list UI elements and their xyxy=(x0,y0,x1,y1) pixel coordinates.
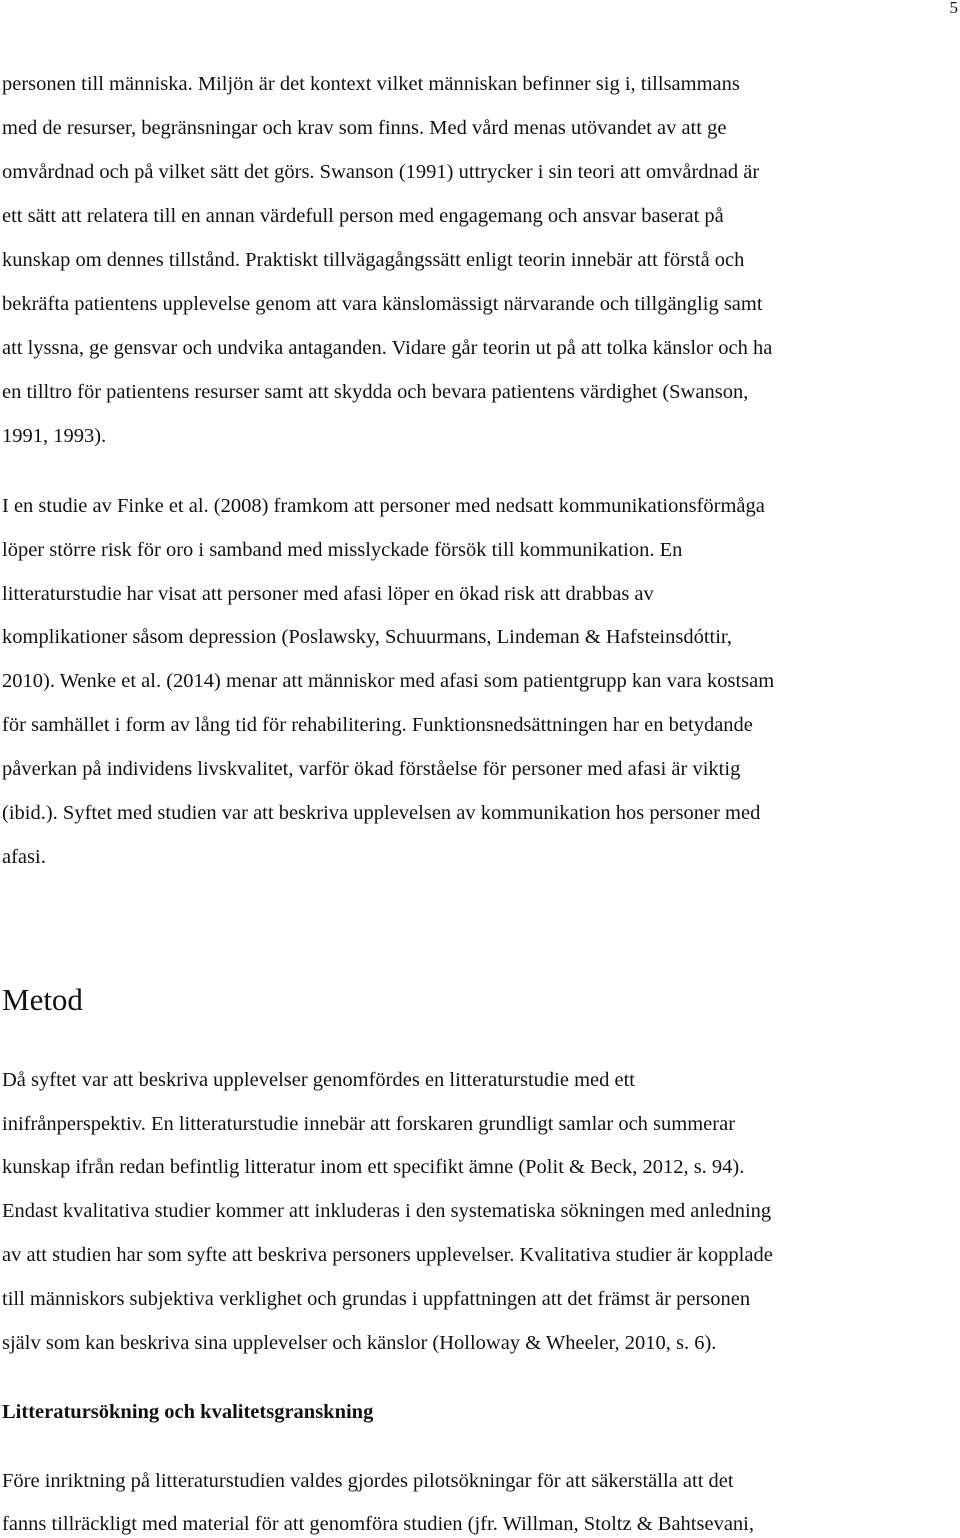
text-line: komplikationer såsom depression (Poslawsky, Schuurmans, Lindeman & Hafsteinsdóttir, xyxy=(2,626,733,648)
text-line: kunskap ifrån redan befintlig litteratur inom ett specifikt ämne (Polit & Beck, 2012, s. 94). xyxy=(2,1156,745,1178)
text-line: löper större risk för oro i samband med misslyckade försök till kommunikation. En xyxy=(2,539,683,561)
text-line: omvårdnad och på vilket sätt det görs. Swanson (1991) uttrycker i sin teori att omvårdnad är xyxy=(2,161,760,183)
text-line: Före inriktning på litteraturstudien valdes gjordes pilotsökningar för att säkerställa att det xyxy=(2,1470,734,1492)
text-line: inifrånperspektiv. En litteraturstudie innebär att forskaren grundligt samlar och summerar xyxy=(2,1113,736,1135)
text-line: av att studien har som syfte att beskriva personers upplevelser. Kvalitativa studier är kopplade xyxy=(2,1244,773,1266)
text-line: 2010). Wenke et al. (2014) menar att människor med afasi som patientgrupp kan vara kostsam xyxy=(2,670,775,692)
text-line: med de resurser, begränsningar och krav som finns. Med vård menas utövandet av att ge xyxy=(2,117,727,139)
text-line: (ibid.). Syftet med studien var att beskriva upplevelsen av kommunikation hos personer med xyxy=(2,802,761,824)
text-line: litteraturstudie har visat att personer med afasi löper en ökad risk att drabbas av xyxy=(2,583,654,605)
text-line: I en studie av Finke et al. (2008) framkom att personer med nedsatt kommunikationsförmåga xyxy=(2,495,765,517)
text-line: ett sätt att relatera till en annan värdefull person med engagemang och ansvar baserat på xyxy=(2,205,724,227)
text-line: till människors subjektiva verklighet och grundas i uppfattningen att det främst är personen xyxy=(2,1288,751,1310)
text-line: en tilltro för patientens resurser samt att skydda och bevara patientens värdighet (Swanson, xyxy=(2,381,749,403)
text-line: Endast kvalitativa studier kommer att inkluderas i den systematiska sökningen med anledning xyxy=(2,1200,772,1222)
text-line: Då syftet var att beskriva upplevelser genomfördes en litteraturstudie med ett xyxy=(2,1069,636,1091)
page-number: 5 xyxy=(949,0,958,17)
text-line: personen till människa. Miljön är det kontext vilket människan befinner sig i, tillsammans xyxy=(2,73,740,95)
text-line: påverkan på individens livskvalitet, varför ökad förståelse för personer med afasi är viktig xyxy=(2,758,741,780)
text-line: 1991, 1993). xyxy=(2,425,107,447)
text-line: själv som kan beskriva sina upplevelser och känslor (Holloway & Wheeler, 2010, s. 6). xyxy=(2,1332,717,1354)
subsection-heading: Litteratursökning och kvalitetsgranskning xyxy=(2,1401,374,1423)
text-line: afasi. xyxy=(2,846,46,868)
text-line: fanns tillräckligt med material för att genomföra studien (jfr. Willman, Stoltz & Bahtsevani, xyxy=(2,1513,754,1535)
section-heading-metod: Metod xyxy=(2,982,83,1017)
text-line: att lyssna, ge gensvar och undvika antaganden. Vidare går teorin ut på att tolka känslor och ha xyxy=(2,337,773,359)
text-line: för samhället i form av lång tid för rehabilitering. Funktionsnedsättningen har en betydande xyxy=(2,714,753,736)
text-line: kunskap om dennes tillstånd. Praktiskt tillvägagångssätt enligt teorin innebär att förstå och xyxy=(2,249,745,271)
text-line: bekräfta patientens upplevelse genom att vara känslomässigt närvarande och tillgänglig samt xyxy=(2,293,763,315)
